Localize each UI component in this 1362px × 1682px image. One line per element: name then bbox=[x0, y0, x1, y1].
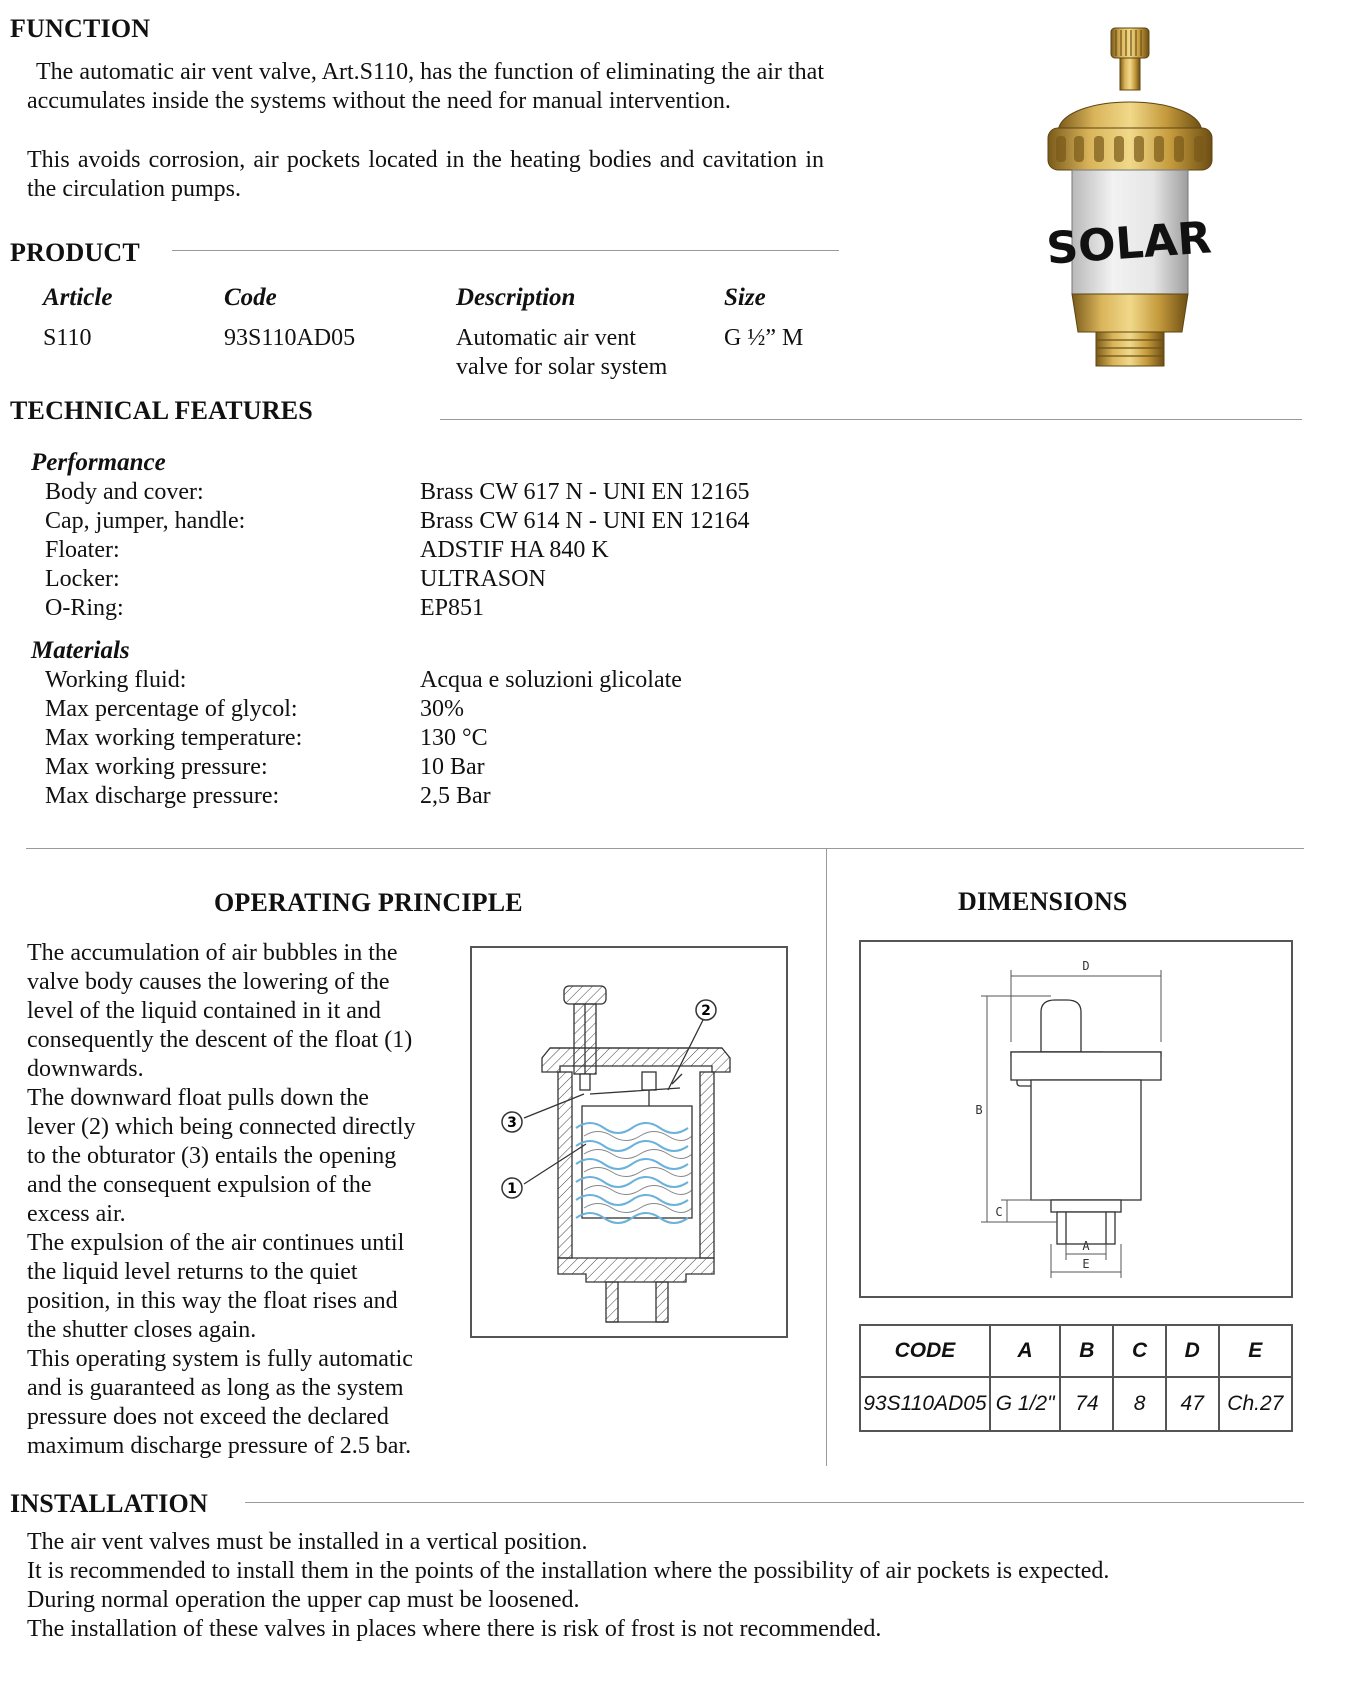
product-code-value: 93S110AD05 bbox=[224, 325, 356, 351]
performance-label-2: Floater: bbox=[45, 537, 120, 563]
dim-value-a: G 1/2" bbox=[990, 1377, 1061, 1431]
product-heading: PRODUCT bbox=[10, 238, 140, 267]
function-heading: FUNCTION bbox=[10, 14, 151, 43]
product-photo bbox=[1010, 20, 1250, 375]
dim-label-a: A bbox=[1082, 1239, 1090, 1253]
materials-value-3: 10 Bar bbox=[420, 754, 485, 780]
function-paragraph-2: This avoids corrosion, air pockets located in the heating bodies and cavitation in the circulation pumps. bbox=[27, 147, 824, 202]
operating-line: valve body causes the lowering of the bbox=[27, 969, 390, 995]
callout-2-label: 2 bbox=[701, 1003, 711, 1019]
product-col-description: Description bbox=[456, 284, 576, 311]
dim-value-code: 93S110AD05 bbox=[860, 1377, 990, 1431]
dimension-drawing bbox=[861, 942, 1291, 1296]
installation-line: The air vent valves must be installed in a vertical position. bbox=[27, 1529, 588, 1555]
dim-header-d: D bbox=[1166, 1325, 1219, 1377]
performance-value-2: ADSTIF HA 840 K bbox=[420, 537, 609, 563]
operating-diagram bbox=[470, 946, 788, 1338]
dim-label-e: E bbox=[1082, 1257, 1090, 1271]
dimensions-heading: DIMENSIONS bbox=[958, 887, 1128, 916]
dim-header-b: B bbox=[1060, 1325, 1113, 1377]
technical-heading: TECHNICAL FEATURES bbox=[10, 396, 313, 425]
dim-header-c: C bbox=[1113, 1325, 1166, 1377]
product-description-line2: valve for solar system bbox=[456, 354, 668, 380]
operating-line: consequently the descent of the float (1) bbox=[27, 1027, 413, 1053]
operating-line: the shutter closes again. bbox=[27, 1317, 257, 1343]
installation-divider bbox=[245, 1502, 1304, 1503]
operating-line: The accumulation of air bubbles in the bbox=[27, 940, 398, 966]
dimensions-table bbox=[859, 1324, 1293, 1432]
dim-label-d: D bbox=[1082, 959, 1090, 973]
operating-line: level of the liquid contained in it and bbox=[27, 998, 381, 1024]
performance-label-4: O-Ring: bbox=[45, 595, 124, 621]
materials-label-2: Max working temperature: bbox=[45, 725, 303, 751]
operating-line: The expulsion of the air continues until bbox=[27, 1230, 405, 1256]
materials-value-0: Acqua e soluzioni glicolate bbox=[420, 667, 682, 693]
operating-line: and is guaranteed as long as the system bbox=[27, 1375, 404, 1401]
performance-label-1: Cap, jumper, handle: bbox=[45, 508, 246, 534]
performance-value-3: ULTRASON bbox=[420, 566, 546, 592]
installation-heading: INSTALLATION bbox=[10, 1489, 208, 1518]
callout-1-label: 1 bbox=[507, 1181, 517, 1197]
installation-text bbox=[27, 1528, 1327, 1644]
performance-value-1: Brass CW 614 N - UNI EN 12164 bbox=[420, 508, 750, 534]
operating-line: maximum discharge pressure of 2.5 bar. bbox=[27, 1433, 412, 1459]
callout-3-label: 3 bbox=[507, 1115, 517, 1131]
operating-line: the liquid level returns to the quiet bbox=[27, 1259, 358, 1285]
materials-value-4: 2,5 Bar bbox=[420, 783, 491, 809]
dimensions-table-header bbox=[860, 1325, 1292, 1377]
dimensions-table-row bbox=[860, 1377, 1292, 1431]
dimensions-drawing bbox=[859, 940, 1293, 1298]
photo-label-text: SOLAR bbox=[1044, 212, 1214, 275]
valve-section-drawing bbox=[472, 948, 786, 1336]
operating-line: downwards. bbox=[27, 1056, 144, 1082]
valve-photo-illustration bbox=[1010, 20, 1250, 375]
materials-label-4: Max discharge pressure: bbox=[45, 783, 280, 809]
function-paragraph-1: The automatic air vent valve, Art.S110, has the function of eliminating the air that accumulates inside the systems without the need for manual intervention. bbox=[27, 59, 824, 114]
materials-label-1: Max percentage of glycol: bbox=[45, 696, 298, 722]
operating-text bbox=[27, 939, 457, 1461]
operating-heading: OPERATING PRINCIPLE bbox=[214, 888, 523, 917]
performance-label-0: Body and cover: bbox=[45, 479, 204, 505]
operating-line: position, in this way the float rises and bbox=[27, 1288, 398, 1314]
product-divider bbox=[172, 250, 839, 251]
product-col-code: Code bbox=[224, 284, 277, 311]
materials-label-3: Max working pressure: bbox=[45, 754, 268, 780]
column-divider bbox=[826, 848, 827, 1466]
operating-line: excess air. bbox=[27, 1201, 126, 1227]
dim-value-e: Ch.27 bbox=[1219, 1377, 1292, 1431]
dim-label-c: C bbox=[995, 1205, 1003, 1219]
dim-header-e: E bbox=[1219, 1325, 1292, 1377]
product-description-line1: Automatic air vent bbox=[456, 325, 636, 351]
dim-header-code: CODE bbox=[860, 1325, 990, 1377]
operating-line: lever (2) which being connected directly bbox=[27, 1114, 416, 1140]
dim-value-b: 74 bbox=[1060, 1377, 1113, 1431]
performance-label-3: Locker: bbox=[45, 566, 120, 592]
operating-line: The downward float pulls down the bbox=[27, 1085, 369, 1111]
installation-line: It is recommended to install them in the points of the installation where the possibility of air pockets is expected. bbox=[27, 1558, 1110, 1584]
materials-value-2: 130 °C bbox=[420, 725, 488, 751]
operating-line: This operating system is fully automatic bbox=[27, 1346, 413, 1372]
product-col-size: Size bbox=[724, 284, 766, 311]
dim-header-a: A bbox=[990, 1325, 1061, 1377]
operating-line: pressure does not exceed the declared bbox=[27, 1404, 389, 1430]
performance-value-4: EP851 bbox=[420, 595, 485, 621]
dim-label-b: B bbox=[975, 1103, 983, 1117]
product-col-article: Article bbox=[43, 284, 113, 311]
performance-title: Performance bbox=[31, 449, 166, 476]
materials-title: Materials bbox=[31, 637, 130, 664]
materials-value-1: 30% bbox=[420, 696, 464, 722]
materials-label-0: Working fluid: bbox=[45, 667, 187, 693]
technical-divider bbox=[440, 419, 1302, 420]
operating-line: to the obturator (3) entails the opening bbox=[27, 1143, 397, 1169]
installation-line: The installation of these valves in places where there is risk of frost is not recommended. bbox=[27, 1616, 882, 1642]
product-article-value: S110 bbox=[43, 325, 92, 351]
dim-value-c: 8 bbox=[1113, 1377, 1166, 1431]
installation-line: During normal operation the upper cap must be loosened. bbox=[27, 1587, 580, 1613]
dim-value-d: 47 bbox=[1166, 1377, 1219, 1431]
performance-value-0: Brass CW 617 N - UNI EN 12165 bbox=[420, 479, 750, 505]
operating-line: and the consequent expulsion of the bbox=[27, 1172, 372, 1198]
section-divider bbox=[26, 848, 1304, 849]
product-size-value: G ½” M bbox=[724, 325, 804, 351]
